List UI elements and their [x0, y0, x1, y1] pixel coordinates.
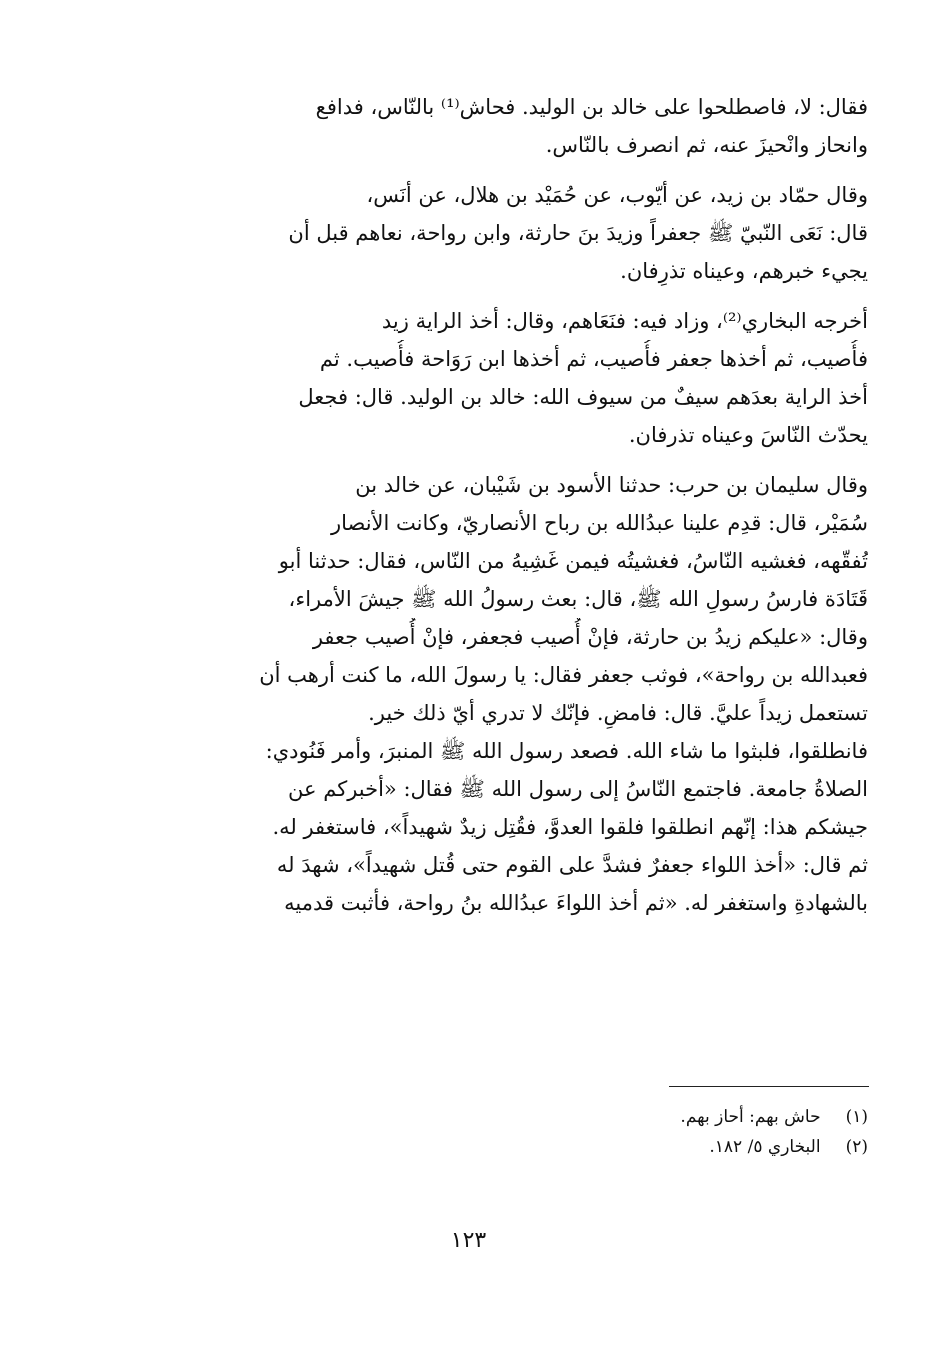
paragraph-1: [138, 88, 868, 164]
text-line: بالشهادةِ واستغفر له. «ثم أخذ اللواءَ عبدُالله بنُ رواحة، فأثبت قدميه: [284, 891, 868, 915]
paragraph-4: [138, 466, 868, 922]
text-line: قال: نَعَى النّبيّ ﷺ جعفراً وزيدَ بنَ حارثة، وابن رواحة، نعاهم قبل أن: [288, 221, 868, 245]
text-line: وقال حمّاد بن زيد، عن أيّوب، عن حُمَيْد بن هلال، عن أنَس،: [366, 183, 868, 207]
footnote-divider: [669, 1086, 869, 1087]
text-line: ثم قال: «أخذ اللواء جعفرٌ فشدَّ على القوم حتى قُتل شهيداً»، شهدَ له: [276, 853, 868, 877]
footnote-number: (٢): [845, 1137, 868, 1157]
text-line: سُمَيْر، قال: قدِم علينا عبدُالله بن رباح الأنصاريّ، وكانت الأنصار: [330, 511, 868, 535]
text-line: فأُصيب، ثم أخذها جعفر فأُصيب، ثم أخذها ابن رَوَاحة فأُصيب. ثم: [319, 347, 868, 371]
text-line: يجيء خبرهم، وعيناه تذرِفان.: [620, 259, 868, 283]
text-line: أخرجه البخاري⁽²⁾، وزاد فيه: فنَعَاهم، وقال: أخذ الراية زيد: [381, 309, 868, 333]
text-line: فعبدالله بن رواحة»، فوثب جعفر فقال: يا رسولَ الله، ما كنت أرهب أن: [259, 663, 868, 687]
text-line: فانطلقوا، فلبثوا ما شاء الله. فصعد رسول الله ﷺ المنبرَ، وأمر فَنُودي:: [265, 739, 868, 763]
text-line: تُفقّهه، فغشيه النّاسُ، فغشيتُه فيمن غَشِيهُ من النّاس، فقال: حدثنا أبو: [278, 549, 868, 573]
text-line: وقال سليمان بن حرب: حدثنا الأسود بن شَيْبان، عن خالد بن: [355, 473, 868, 497]
footnote-1: [138, 1102, 868, 1132]
footnote-number: (١): [845, 1107, 868, 1127]
footnote-text: حاش بهم: أحاز بهم.: [680, 1107, 821, 1127]
paragraph-3: [138, 302, 868, 454]
text-line: وانحاز وانْحيزَ عنه، ثم انصرف بالنّاس.: [545, 133, 868, 157]
text-line: أخذ الراية بعدَهم سيفٌ من سيوف الله: خالد بن الوليد. قال: فجعل: [298, 385, 868, 409]
text-line: الصلاةُ جامعة. فاجتمع النّاسُ إلى رسول الله ﷺ فقال: «أخبركم عن: [288, 777, 868, 801]
main-text: [138, 88, 868, 922]
footnote-text: البخاري ٥/ ١٨٢.: [709, 1137, 821, 1157]
footnote-2: [138, 1132, 868, 1162]
paragraph-2: [138, 176, 868, 290]
text-line: تستعمل زيداً عليَّ. قال: فامضِ. فإنّك لا تدري أيّ ذلك خير.: [368, 701, 868, 725]
page-number: ١٢٣: [450, 1228, 487, 1253]
text-line: فقال: لا، فاصطلحوا على خالد بن الوليد. فحاش⁽¹⁾ بالنّاس، فدافع: [315, 95, 868, 119]
text-line: يحدّث النّاسَ وعيناه تذرفان.: [628, 423, 868, 447]
footnotes: [138, 1102, 868, 1162]
text-line: وقال: «عليكم زيدُ بن حارثة، فإنْ أُصيب فجعفر، فإنْ أُصيب جعفر: [312, 625, 868, 649]
text-line: جيشكم هذا: إنّهم انطلقوا فلقوا العدوَّ، فقُتِل زيدٌ شهيداً»، فاستغفر له.: [272, 815, 868, 839]
text-line: قَتَادَة فارسُ رسولِ الله ﷺ، قال: بعث رسولُ الله ﷺ جيشَ الأمراء،: [288, 587, 868, 611]
